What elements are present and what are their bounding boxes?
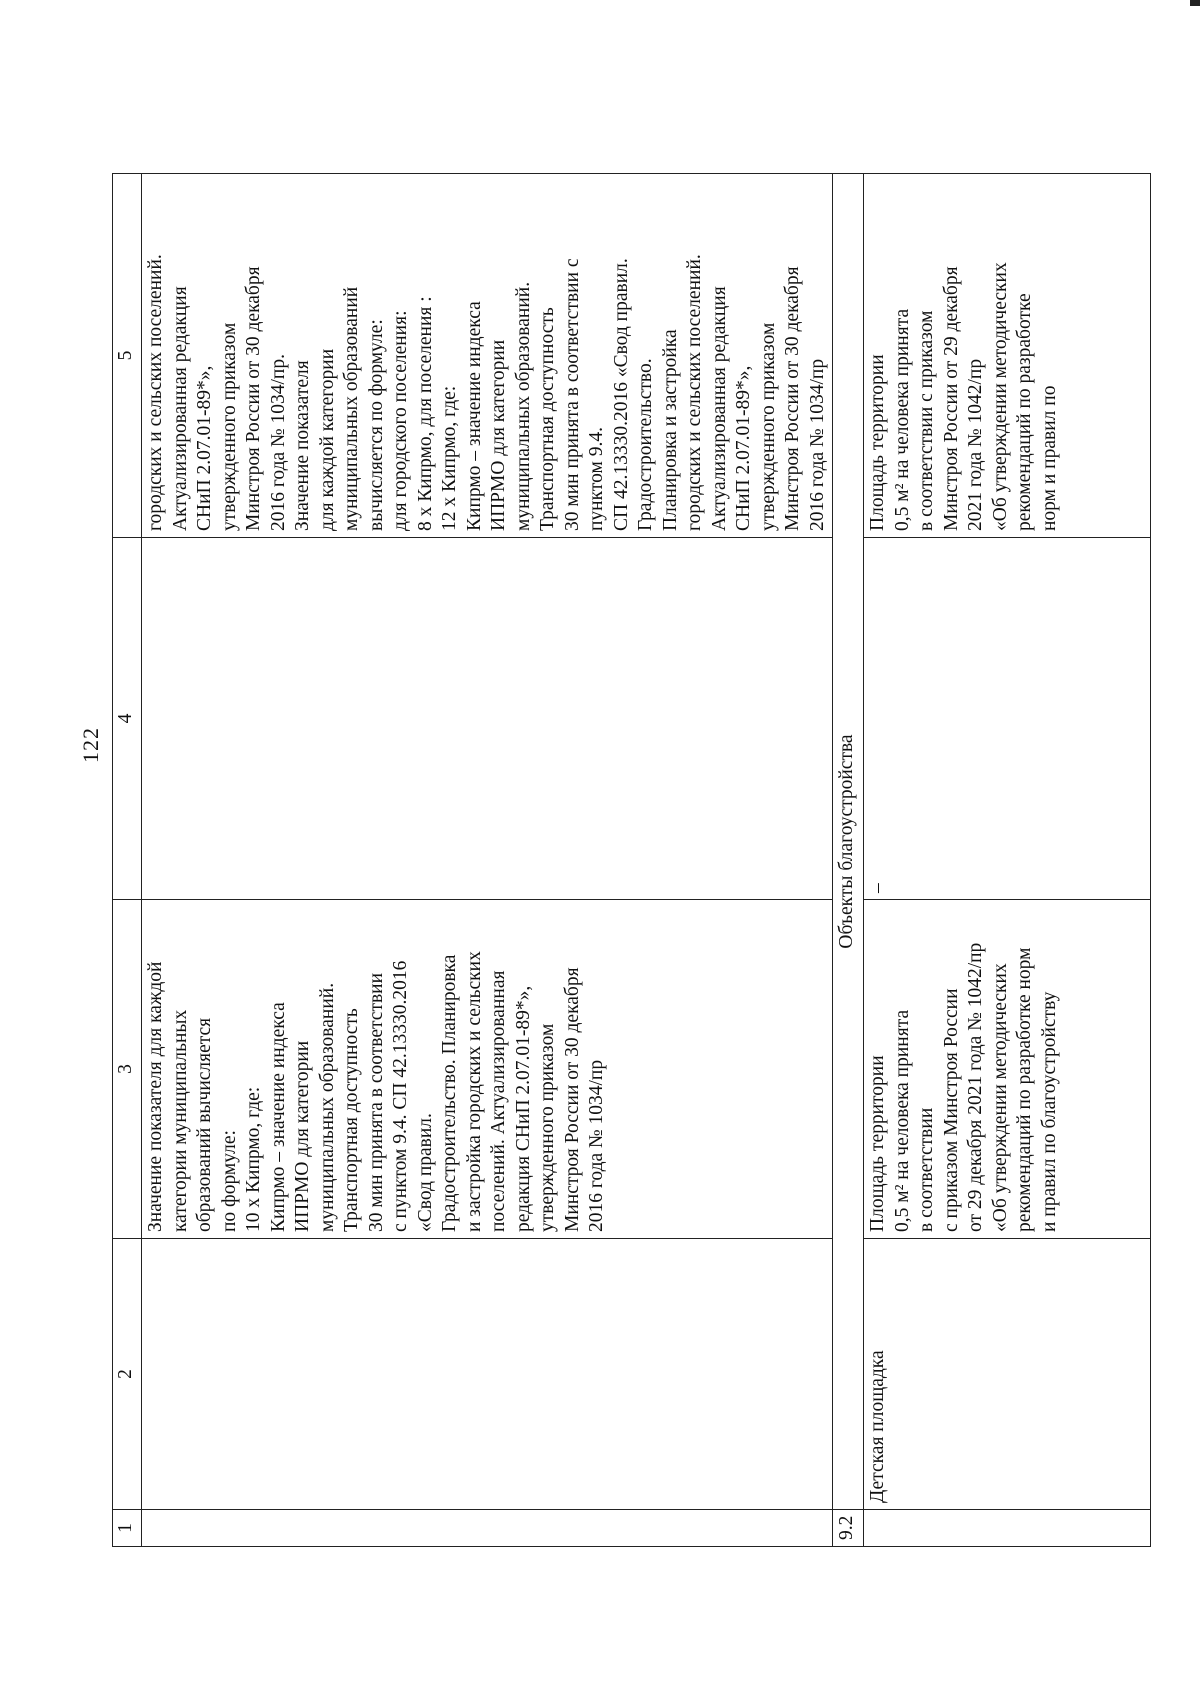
text-line: Актуализированная редакция — [169, 286, 191, 531]
playground-row — [864, 174, 1151, 1547]
text-line: 10 х Кипрмо, где: — [243, 1086, 264, 1232]
text-line: пунктом 9.4. — [586, 427, 607, 531]
header-number-row — [113, 174, 142, 1547]
text-line: Кипрмо – значение индекса — [463, 301, 485, 531]
text-line: городских и сельских поселений. — [145, 254, 166, 531]
text-line: Кипрмо – значение индекса — [267, 1002, 289, 1232]
text-line: Транспортная доступность — [341, 1008, 362, 1232]
text-line: «Свод правил. — [414, 1113, 436, 1232]
text-line: СНиП 2.07.01-89*», — [194, 365, 215, 531]
text-line: Градостроительство. — [635, 358, 656, 531]
text-line: Площадь территории — [867, 354, 888, 531]
text-line: Значение показателя — [292, 360, 313, 531]
text-line: для каждой категории — [316, 348, 338, 531]
text-line: городских и сельских поселений. — [684, 254, 705, 531]
playground-col3 — [864, 900, 1151, 1239]
text-line: СНиП 2.07.01-89*», — [733, 365, 754, 531]
text-line: рекомендаций по разработке норм — [1014, 947, 1035, 1232]
text-line: утвержденного приказом — [218, 322, 240, 531]
text-line: муниципальных образований — [341, 286, 362, 531]
text-line: Минстроя России от 30 декабря — [243, 266, 264, 531]
section-row — [833, 174, 864, 1547]
continuation-col2 — [142, 1239, 833, 1510]
playground-col1 — [864, 1510, 1151, 1547]
text-line: «Об утверждении методических — [989, 963, 1011, 1232]
text-line: 2016 года № 1034/пр — [806, 358, 828, 531]
text-line: утвержденного приказом — [537, 1023, 558, 1232]
text-line: для городского поселения: — [390, 310, 411, 531]
text-line: с приказом Минстроя России — [940, 988, 962, 1232]
text-line: 12 х Кипрмо, где: — [439, 385, 460, 531]
text-line: Минстроя России от 29 декабря — [940, 266, 962, 531]
text-line: Минстроя России от 30 декабря — [782, 266, 803, 531]
text-line: и застройка городских и сельских — [463, 951, 485, 1232]
text-line: ИПРМО для категории — [292, 1040, 313, 1232]
text-line: категории муниципальных — [169, 1009, 191, 1232]
text-line: муниципальных образований. — [512, 281, 534, 531]
text-line: 30 мин принята в соответствии — [365, 972, 387, 1232]
continuation-row — [142, 174, 833, 1547]
text-line: вычисляется по формуле: — [365, 319, 387, 531]
text-line: 0,5 м² на человека принята — [891, 1009, 913, 1232]
text-line: норм и правил по — [1038, 385, 1060, 531]
text-line: Транспортная доступность — [537, 307, 558, 531]
text-line: Актуализированная редакция — [708, 286, 730, 531]
text-line: образований вычисляется — [194, 1017, 215, 1232]
text-line: 2016 года № 1034/пр. — [267, 354, 289, 531]
text-line: Значение показателя для каждой — [145, 961, 166, 1232]
text-line: «Об утверждении методических — [989, 262, 1011, 531]
section-title: Объекты благоустройства — [833, 174, 864, 1510]
text-line: в соответствии — [916, 1107, 937, 1232]
text-line: 30 мин принята в соответствии с — [561, 258, 583, 531]
text-line: и правил по благоустройству — [1038, 991, 1060, 1232]
text-line: поселений. Актуализированная — [488, 970, 509, 1232]
text-line: редакция СНиП 2.07.01-89*», — [512, 985, 534, 1232]
text-line: Минстроя России от 30 декабря — [561, 967, 583, 1232]
header-col-5: 5 — [113, 174, 142, 538]
playground-name: Детская площадка — [864, 1239, 1151, 1510]
norms-table — [112, 173, 1151, 1547]
header-col-2: 2 — [113, 1239, 142, 1510]
continuation-col5 — [142, 174, 833, 538]
text-line: СП 42.13330.2016 «Свод правил. — [610, 258, 632, 531]
text-line: с пунктом 9.4. СП 42.13330.2016 — [390, 960, 411, 1232]
header-col-1: 1 — [113, 1510, 142, 1547]
playground-col5 — [864, 174, 1151, 538]
text-line: 2016 года № 1034/пр — [586, 1059, 607, 1232]
text-line: от 29 декабря 2021 года № 1042/пр — [965, 942, 986, 1232]
text-line: Площадь территории — [867, 1055, 888, 1232]
page-number: 122 — [78, 727, 103, 763]
continuation-col1 — [142, 1510, 833, 1547]
playground-col4: – — [864, 538, 1151, 900]
text-line: рекомендаций по разработке — [1014, 293, 1035, 531]
header-col-3: 3 — [113, 900, 142, 1239]
text-line: 8 х Кипрмо, для поселения : — [414, 296, 436, 531]
text-line: утвержденного приказом — [757, 322, 779, 531]
continuation-col3 — [142, 900, 833, 1239]
text-line: 0,5 м² на человека принята — [891, 308, 913, 531]
text-line: по формуле: — [218, 1130, 240, 1232]
text-line: 2021 года № 1042/пр — [965, 358, 986, 531]
text-line: Планировка и застройка — [659, 329, 681, 531]
text-line: муниципальных образований. — [316, 982, 338, 1232]
text-line: в соответствии с приказом — [916, 310, 937, 531]
text-line: Градостроительство. Планировка — [439, 954, 460, 1232]
header-col-4: 4 — [113, 538, 142, 900]
continuation-col4 — [142, 538, 833, 900]
section-number: 9.2 — [833, 1510, 864, 1547]
text-line: ИПРМО для категории — [488, 339, 509, 531]
